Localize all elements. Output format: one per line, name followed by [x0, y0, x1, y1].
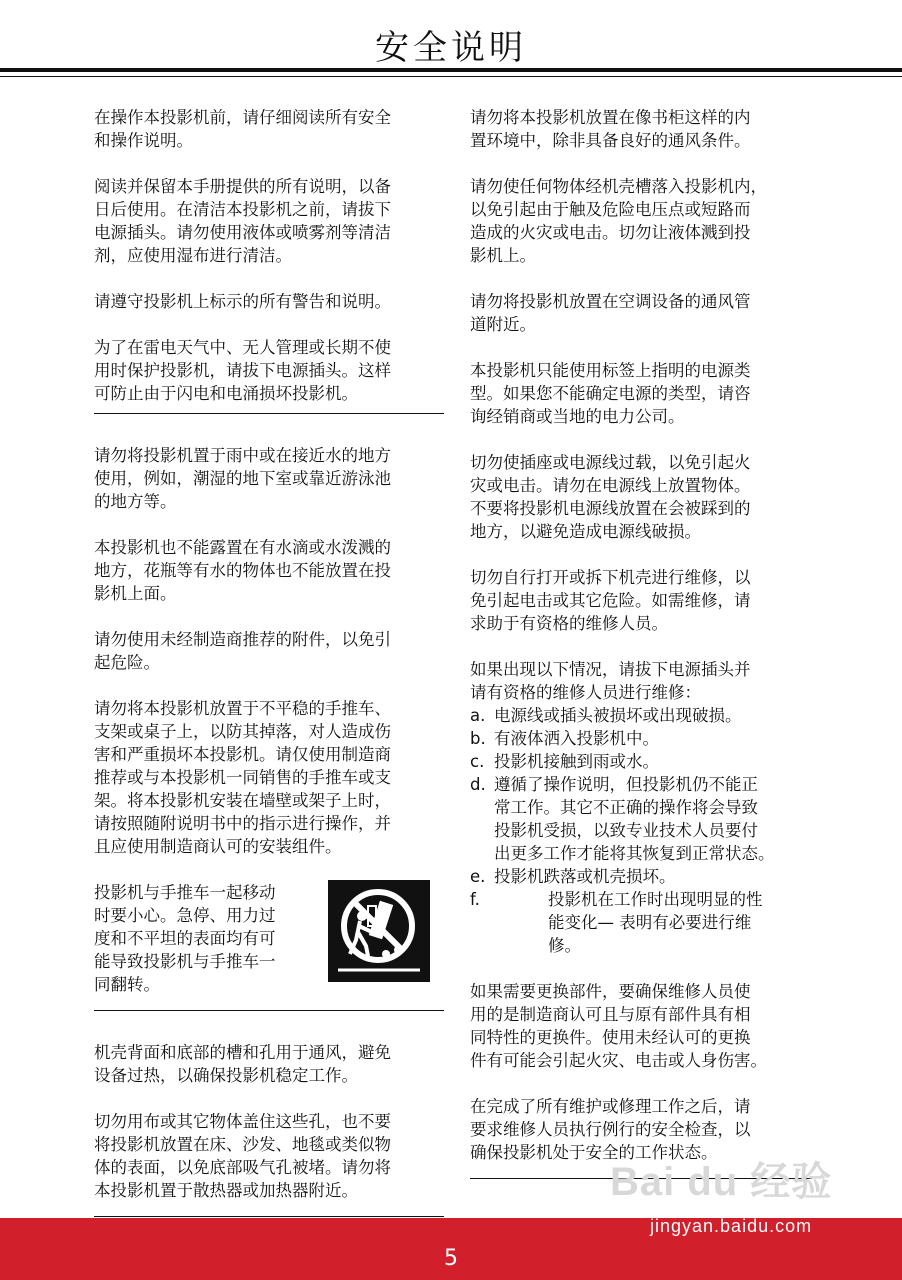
section-divider [94, 1010, 444, 1011]
service-conditions-list [470, 704, 812, 957]
left-column [94, 106, 444, 1247]
list-marker: b. [470, 729, 486, 748]
header-rule-thick [0, 68, 902, 72]
list-text: 有液体洒入投影机中。 [494, 729, 659, 748]
right-para-9: 在完成了所有维护或修理工作之后，请 要求维修人员执行例行的安全检查，以 确保投影机处于安全的工作状态。 [470, 1097, 751, 1162]
list-marker: e. [470, 867, 486, 886]
left-para-6: 本投影机也不能露置在有水滴或水泼溅的 地方，花瓶等有水的物体也不能放置在投 影机上面。 [94, 538, 391, 603]
header-rule-thin [0, 76, 902, 77]
list-text: 投影机跌落或机壳损坏。 [494, 867, 676, 886]
right-para-8: 如果需要更换部件，要确保维修人员使 用的是制造商认可且与原有部件具有相 同特性的更换件。使用未经认可的更换 件有可能会引起火灾、电击或人身伤害。 [470, 982, 767, 1070]
list-text: 遵循了操作说明，但投影机仍不能正 常工作。其它不正确的操作将会导致 投影机受损，以致专业技术人员要付 出更多工作才能将其恢复到正常状态。 [494, 775, 775, 863]
section-divider [94, 413, 444, 414]
left-para-1: 在操作本投影机前，请仔细阅读所有安全 和操作说明。 [94, 108, 391, 150]
right-para-5: 切勿使插座或电源线过载，以免引起火 灾或电击。请勿在电源线上放置物体。 不要将投影机电源线放置在会被踩到的 地方，以避免造成电源线破损。 [470, 453, 751, 541]
list-text: 电源线或插头被损坏或出现破损。 [494, 706, 742, 725]
left-para-10: 机壳背面和底部的槽和孔用于通风，避免 设备过热，以确保投影机稳定工作。 [94, 1043, 391, 1085]
right-para-4: 本投影机只能使用标签上指明的电源类 型。如果您不能确定电源的类型，请咨 询经销商或当地的电力公司。 [470, 361, 751, 426]
list-item [470, 888, 812, 957]
left-para-8: 请勿将本投影机放置于不平稳的手推车、 支架或桌子上，以防其掉落，对人造成伤 害和严重损坏本投影机。请仅使用制造商 推荐或与本投影机一同销售的手推车或支 架。将本投影机安装在墙壁或架子上时， 请按照随附说明书中的指示进行操作，并 且应使用制造商认可的安装组件。 [94, 699, 391, 856]
cart-warning-block [94, 881, 444, 996]
right-para-2: 请勿使任何物体经机壳槽落入投影机内， 以免引起由于触及危险电压点或短路而 造成的火灾或电击。切勿让液体溅到投 影机上。 [470, 177, 767, 265]
list-marker: c. [470, 752, 485, 771]
list-item [470, 773, 812, 865]
watermark-url: jingyan.baidu.com [650, 1216, 813, 1236]
cart-warning-text: 投影机与手推车一起移动 时要小心。急停、用力过 度和不平坦的表面均有可 能导致投影机与手推车一 同翻转。 [94, 883, 276, 994]
page-number: 5 [444, 1246, 458, 1271]
right-para-6: 切勿自行打开或拆下机壳进行维修，以 免引起电击或其它危险。如需维修，请 求助于有资格的维修人员。 [470, 568, 751, 633]
list-item [470, 865, 812, 888]
left-para-2: 阅读并保留本手册提供的所有说明，以备 日后使用。在清洁本投影机之前，请拔下 电源插头。请勿使用液体或喷雾剂等清洁 剂，应使用湿布进行清洁。 [94, 177, 391, 265]
right-para-1: 请勿将本投影机放置在像书柜这样的内 置环境中，除非具备良好的通风条件。 [470, 108, 751, 150]
right-para-7: 如果出现以下情况，请拔下电源插头并 请有资格的维修人员进行维修： [470, 660, 751, 702]
list-item [470, 704, 812, 727]
list-marker: f. [470, 890, 480, 909]
list-text: 投影机在工作时出现明显的性 能变化— 表明有必要进行维 修。 [548, 890, 763, 955]
left-para-5: 请勿将投影机置于雨中或在接近水的地方 使用，例如，潮湿的地下室或靠近游泳池 的地方等。 [94, 446, 391, 511]
left-para-11: 切勿用布或其它物体盖住这些孔，也不要 将投影机放置在床、沙发、地毯或类似物 体的表面，以免底部吸气孔被堵。请勿将 本投影机置于散热器或加热器附近。 [94, 1112, 391, 1200]
right-column [470, 106, 812, 1209]
list-marker: d. [470, 775, 486, 794]
list-item [470, 727, 812, 750]
page-title: 安全说明 [375, 28, 527, 68]
list-text: 投影机接触到雨或水。 [494, 752, 659, 771]
list-marker: a. [470, 706, 486, 725]
left-para-4: 为了在雷电天气中、无人管理或长期不使 用时保护投影机，请拔下电源插头。这样 可防止由于闪电和电涌损坏投影机。 [94, 338, 391, 403]
list-item [470, 750, 812, 773]
section-divider [94, 1216, 444, 1217]
left-para-7: 请勿使用未经制造商推荐的附件，以免引 起危险。 [94, 630, 391, 672]
right-para-3: 请勿将投影机放置在空调设备的通风管 道附近。 [470, 292, 751, 334]
left-para-3: 请遵守投影机上标示的所有警告和说明。 [94, 292, 391, 311]
watermark-logo: Bai du 经验 [610, 1160, 833, 1204]
cart-tip-over-warning-icon [328, 880, 430, 982]
